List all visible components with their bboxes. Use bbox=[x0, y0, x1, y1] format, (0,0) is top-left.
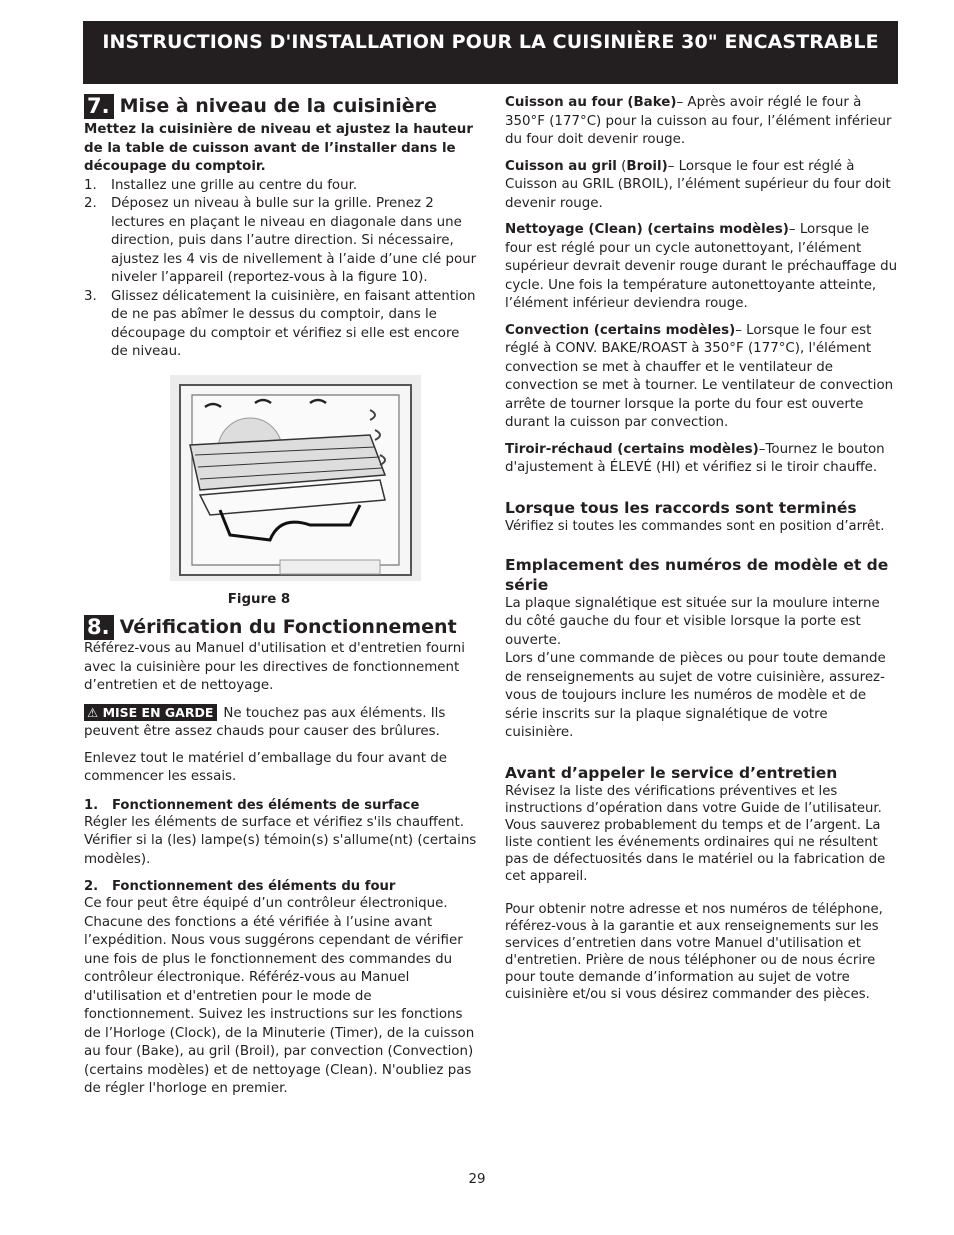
warning-label: ⚠ MISE EN GARDE bbox=[84, 704, 217, 721]
warning-paragraph: ⚠ MISE EN GARDE Ne touchez pas aux éléments. Ils peuvent être assez chauds pour causer des brûlures. bbox=[84, 704, 446, 739]
serial-text-2: Lors d’une commande de pièces ou pour toute demande de renseignements au sujet de votre cuisinière, assurez-vous de toujours inclure les numéros de modèle et de série inscrits sur la plaque signalétique de votre cuisinière. bbox=[505, 651, 886, 740]
service-text-1: Révisez la liste des vérifications préventives et les instructions d’opération dans votre Guide de l’utilisateur. Vous sauverez probablement du temps et de l’argent. La liste contient les événements ordinaires qui ne résultent pas de défectuosités dans le matériel ou la fabrication de cet appareil. bbox=[505, 783, 886, 884]
item-2-title: 2. Fonctionnement des éléments du four bbox=[84, 879, 396, 894]
section-8-heading bbox=[84, 615, 480, 640]
right-column bbox=[505, 94, 900, 1003]
figure-caption: Figure 8 bbox=[227, 591, 291, 607]
section-title: Mise à niveau de la cuisinière bbox=[119, 95, 437, 118]
oven-rack-illustration bbox=[170, 375, 421, 581]
item-1-text: Régler les éléments de surface et vérifiez s'ils chauffent. Vérifier si la (les) lampe(s) témoin(s) s'allume(nt) (certains modèles). bbox=[84, 814, 477, 867]
section-title: Vérification du Fonctionnement bbox=[119, 616, 457, 639]
page-number: 29 bbox=[468, 1172, 486, 1187]
item-2-text: Ce four peut être équipé d’un contrôleur électronique. Chacune des fonctions a été vérifiée à l’usine avant l’expédition. Nous vous suggérons cependant de vérifier une fois de plus le fonctionnement des commandes du contrôleur électronique. Référéz-vous au Manuel d'utilisation et d'entretien pour le mode de fonctionnement. Suivez les instructions sur les fonctions de l’Horloge (Clock), de la Minuterie (Timer), de la cuisson au four (Bake), au gril (Broil), par convection (Convection) (certains modèles) et de nettoyage (Clean). N'oubliez pas de régler l'horloge en premier. bbox=[84, 896, 475, 1096]
serial-heading: Emplacement des numéros de modèle et de série bbox=[505, 555, 889, 594]
packaging-note: Enlevez tout le matériel d’emballage du four avant de commencer les essais. bbox=[84, 750, 448, 784]
item-1-title: 1. Fonctionnement des éléments de surface bbox=[84, 797, 420, 813]
list-item: 3. Glissez délicatement la cuisinière, en faisant attention de ne pas abîmer le dessus du comptoir, dans le découpage du comptoir et vérifiez si elle est encore de niveau. bbox=[84, 288, 476, 359]
section-7-intro: Mettez la cuisinière de niveau et ajustez la hauteur de la table de cuisson avant de l’installer dans le découpage du comptoir. bbox=[84, 122, 473, 174]
broil-paragraph: Cuisson au gril (Broil)– Lorsque le four est réglé à Cuisson au GRIL (BROIL), l’élément supérieur du four doit devenir rouge. bbox=[505, 158, 891, 211]
oven-figure bbox=[170, 375, 421, 581]
convection-paragraph: Convection (certains modèles)– Lorsque le four est réglé à CONV. BAKE/ROAST à 350°F (177°C), l'élément convection se met à chauffer et le ventilateur de convection se met à tourner. Le ventilateur de convection arrête de tourner lorsque la porte du four est ouverte durant la cuisson par convection. bbox=[505, 322, 894, 430]
list-item: 2. Déposez un niveau à bulle sur la grille. Prenez 2 lectures en plaçant le niveau en diagonale dans une direction, puis dans l’autre direction. Si nécessaire, ajustez les 4 vis de nivellement à l’aide d’une clé pour niveler l’appareil (reportez-vous à la figure 10). bbox=[84, 196, 477, 285]
leveling-steps bbox=[84, 177, 480, 362]
connections-heading: Lorsque tous les raccords sont terminés bbox=[505, 498, 857, 517]
page-title: INSTRUCTIONS D'INSTALLATION POUR LA CUISINIÈRE 30" ENCASTRABLE bbox=[102, 31, 879, 53]
section-number: 7. bbox=[84, 94, 114, 119]
list-item: 1. Installez une grille au centre du four. bbox=[84, 177, 358, 193]
service-text-2: Pour obtenir notre adresse et nos numéros de téléphone, référez-vous à la garantie et aux renseignements sur les services d’entretien dans votre Manuel d'utilisation et d'entretien. Prière de nous téléphoner ou de nous écrire pour toute demande d’information au sujet de votre cuisinière et/ou si vous désirez commander des pièces. bbox=[505, 901, 883, 1002]
section-7-heading bbox=[84, 94, 480, 119]
clean-paragraph: Nettoyage (Clean) (certains modèles)– Lorsque le four est réglé pour un cycle autonettoyant, l’élément supérieur devrait devenir rouge durant le préchauffage du cycle. Une fois la température autonettoyante atteinte, l’élément inférieur deviendra rouge. bbox=[505, 222, 898, 311]
section-8-intro: Référez-vous au Manuel d'utilisation et d'entretien fourni avec la cuisinière pour les directives de fonctionnement d’entretien et de nettoyage. bbox=[84, 641, 465, 693]
section-number: 8. bbox=[84, 615, 114, 640]
serial-text-1: La plaque signalétique est située sur la moulure interne du côté gauche du four et visible lorsque la porte est ouverte. bbox=[505, 595, 880, 648]
left-column bbox=[84, 94, 480, 1099]
connections-text: Vérifiez si toutes les commandes sont en position d’arrêt. bbox=[505, 518, 885, 534]
service-heading: Avant d’appeler le service d’entretien bbox=[505, 763, 838, 782]
bake-paragraph: Cuisson au four (Bake)– Après avoir réglé le four à 350°F (177°C) pour la cuisson au four, l’élément inférieur du four doit devenir rouge. bbox=[505, 95, 892, 147]
drawer-paragraph: Tiroir-réchaud (certains modèles)–Tournez le bouton d'ajustement à ÉLEVÉ (HI) et vérifiez si le tiroir chauffe. bbox=[505, 441, 885, 475]
title-banner bbox=[83, 21, 898, 84]
